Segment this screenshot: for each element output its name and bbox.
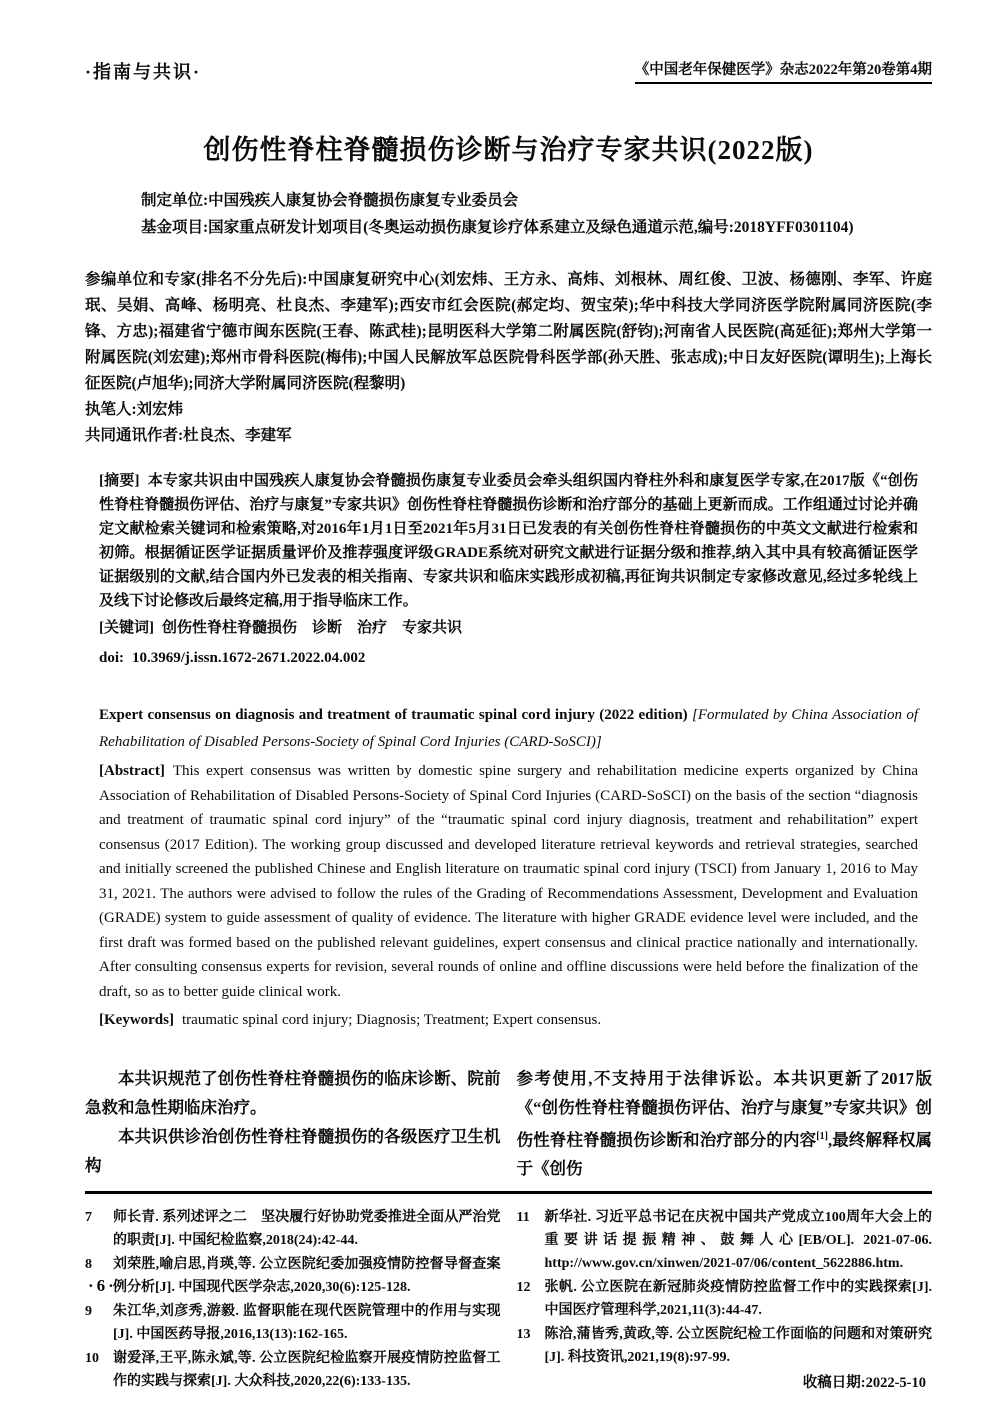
reference-text: 张帆. 公立医院在新冠肺炎疫情防控监督工作中的实践探索[J]. 中国医疗管理科学,2021,11(3):44-47. (544, 1280, 932, 1318)
reference-number: 9 (85, 1304, 92, 1319)
english-title-main: Expert consensus on diagnosis and treatment of traumatic spinal cord injury (2022 edition) (99, 707, 688, 723)
reference-text: 陈洽,蒲皆秀,黄政,等. 公立医院纪检工作面临的问题和对策研究[J]. 科技资讯,2021,19(8):97-99. (544, 1327, 932, 1365)
citation-superscript: [1] (816, 1130, 828, 1142)
fund-project-line (141, 214, 932, 241)
received-date-line (517, 1372, 933, 1395)
english-abstract (99, 759, 918, 1004)
body-text: 参考使用,不支持用于法律诉讼。本共识更新了2017版《“创伤性脊柱脊髓损伤评估、治疗与康复”专家共识》创伤性脊柱脊髓损伤诊断和治疗部分的内容 (516, 1068, 932, 1149)
body-paragraph: 本共识供诊治创伤性脊柱脊髓损伤的各级医疗卫生机构 (85, 1126, 501, 1175)
issuing-org-text: 中国残疾人康复协会脊髓损伤康复专业委员会 (208, 192, 519, 209)
received-date-label: 收稿日期: (802, 1375, 866, 1391)
page-number: ·6· (88, 1276, 117, 1295)
body-paragraph: 本共识规范了创伤性脊柱脊髓损伤的临床诊断、院前急救和急性期临床治疗。 (85, 1068, 501, 1117)
english-keywords-line (99, 1007, 918, 1034)
reference-text: 朱江华,刘彦秀,游毅. 监督职能在现代医院管理中的作用与实现[J]. 中国医药导报,2016,13(13):162-165. (113, 1304, 501, 1342)
lead-author-text: 刘宏炜 (136, 401, 184, 418)
issuing-org-line (141, 187, 932, 214)
section-label: ·指南与共识· (85, 62, 202, 82)
reference-item (517, 1206, 933, 1275)
corresponding-author-text: 杜良杰、李建军 (183, 427, 292, 444)
reference-item (517, 1323, 933, 1369)
references-section (85, 1206, 932, 1395)
keywords-label-cn: [关键词] (99, 620, 154, 636)
reference-number: 12 (516, 1280, 531, 1295)
body-columns (85, 1064, 932, 1184)
reference-number: 10 (85, 1351, 99, 1366)
meta-block (141, 187, 932, 241)
reference-item (85, 1300, 501, 1346)
reference-number: 11 (516, 1210, 530, 1225)
abstract-label-en: [Abstract] (99, 763, 165, 779)
references-left-column (85, 1206, 501, 1395)
abstract-label-cn: [摘要] (99, 473, 140, 489)
doi-label: doi: (99, 650, 125, 666)
reference-text: 新华社. 习近平总书记在庆祝中国共产党成立100周年大会上的重要讲话提振精神、鼓舞人心[EB/OL]. 2021-07-06. http://www.gov.cn/xinwen/2021-07/06/content_5622886.htm. (544, 1210, 932, 1271)
lead-author-label: 执笔人: (85, 401, 137, 418)
reference-item (85, 1347, 501, 1393)
body-paragraph (517, 1064, 933, 1184)
body-left-column (85, 1064, 501, 1184)
reference-item (517, 1276, 933, 1322)
abstract-text-en: This expert consensus was written by domestic spine surgery and rehabilitation medicine experts organized by China Association of Rehabilitation of Disabled Persons-Society of Spinal Cord Injuries (CARD-SoSCI) on the basis of the section “diagnosis and treatment of traumatic spinal cord injury” of the “traumatic spinal cord injury diagnosis, treatment and rehabilitation” expert consensus (2017 Edition). The working group discussed and developed literature retrieval keywords and retrieval strategies, searched and initially screened the published Chinese and English literature on traumatic spinal cord injury (TSCI) from January 1, 2016 to May 31, 2021. The authors were advised to follow the rules of the Grading of Recommendations Assessment, Development and Evaluation (GRADE) system to guide assessment of quality of evidence. The literature with higher GRADE evidence level were included, and the first draft was formed based on the published relevant guidelines, expert consensus and clinical practice nationally and internationally. After consulting consensus experts for revision, several rounds of online and offline discussions were held before the finalization of the draft, so as to better guide clinical work. (99, 763, 918, 1000)
fund-project-text: 国家重点研发计划项目(冬奥运动损伤康复诊疗体系建立及绿色通道示范,编号:2018YFF0301104) (208, 219, 854, 236)
corresponding-author-label: 共同通讯作者: (85, 427, 184, 444)
body-text: ,最终解释权属于《创伤 (516, 1130, 933, 1178)
reference-item (85, 1206, 501, 1252)
issuing-org-label: 制定单位: (141, 192, 209, 209)
english-abstract-block (99, 702, 918, 1034)
page-title: 创伤性脊柱脊髓损伤诊断与治疗专家共识(2022版) (203, 135, 814, 165)
lead-author-line (85, 397, 932, 423)
reference-text: 谢爱泽,王平,陈永斌,等. 公立医院纪检监察开展疫情防控监督工作的实践与探索[J]. 大众科技,2020,22(6):133-135. (113, 1351, 501, 1389)
reference-number: 8 (85, 1257, 92, 1272)
english-title (99, 702, 918, 755)
journal-issue-info: 《中国老年保健医学》杂志2022年第20卷第4期 (635, 58, 932, 84)
reference-item (85, 1253, 501, 1299)
abstract-text-cn: 本专家共识由中国残疾人康复协会脊髓损伤康复专业委员会牵头组织国内脊柱外科和康复医学专家,在2017版《“创伤性脊柱脊髓损伤评估、治疗与康复”专家共识》创伤性脊柱脊髓损伤诊断和治疗部分的基础上更新而成。工作组通过讨论并确定文献检索关键词和检索策略,对2016年1月1日至2021年5月31日已发表的有关创伤性脊柱脊髓损伤的中英文文献进行检索和初筛。根据循证医学证据质量评价及推荐强度评级GRADE系统对研究文献进行证据分级和推荐,纳入其中具有较高循证医学证据级别的文献,结合国内外已发表的相关指南、专家共识和临床实践形成初稿,再征询共识制定专家修改意见,经过多轮线上及线下讨论修改后最终定稿,用于指导临床工作。 (99, 473, 918, 609)
reference-text: 师长青. 系列述评之二 坚决履行好协助党委推进全面从严治党的职责[J]. 中国纪检监察,2018(24):42-44. (113, 1210, 501, 1248)
reference-number: 7 (85, 1210, 92, 1225)
received-date-value: 2022-5-10 (865, 1375, 926, 1391)
chinese-abstract-block (99, 469, 918, 670)
english-title-attribution: [Formulated by China Association of Rehabilitation of Disabled Persons-Society of Spinal Cord Injuries (CARD-SoSCI)] (99, 707, 919, 750)
doi-value: 10.3969/j.issn.1672-2671.2022.04.002 (132, 650, 366, 666)
page-header (85, 58, 932, 84)
keywords-text-en: traumatic spinal cord injury; Diagnosis; Treatment; Expert consensus. (182, 1012, 602, 1028)
reference-text: 刘荣胜,喻启思,肖瑛,等. 公立医院纪委加强疫情防控督导督查案例分析[J]. 中国现代医学杂志,2020,30(6):125-128. (113, 1257, 501, 1295)
body-right-column (517, 1064, 933, 1184)
references-right-column (517, 1206, 933, 1395)
keywords-label-en: [Keywords] (99, 1012, 174, 1028)
chinese-abstract (99, 469, 918, 613)
keywords-text-cn: 创伤性脊柱脊髓损伤 诊断 治疗 专家共识 (162, 620, 463, 636)
contributors-text: 中国康复研究中心(刘宏炜、王方永、高炜、刘根林、周红俊、卫波、杨德刚、李军、许庭珉、吴娟、高峰、杨明亮、杜良杰、李建军);西安市红会医院(郝定均、贺宝荣);华中科技大学同济医学院附属同济医院(李锋、方忠);福建省宁德市闽东医院(王春、陈武桂);昆明医科大学第二附属医院(舒钧);河南省人民医院(高延征);郑州大学第一附属医院(刘宏建);郑州市骨科医院(梅伟);中国人民解放军总医院骨科医学部(孙天胜、张志成);中日友好医院(谭明生);上海长征医院(卢旭华);同济大学附属同济医院(程黎明) (85, 271, 932, 392)
reference-number: 13 (516, 1327, 531, 1342)
footnote-divider (85, 1191, 932, 1194)
contributors-label: 参编单位和专家(排名不分先后): (85, 271, 308, 288)
contributors-paragraph (85, 267, 932, 397)
doi-line (99, 646, 918, 670)
fund-project-label: 基金项目: (141, 219, 209, 236)
chinese-keywords-line (99, 616, 918, 640)
corresponding-author-line (85, 423, 932, 449)
